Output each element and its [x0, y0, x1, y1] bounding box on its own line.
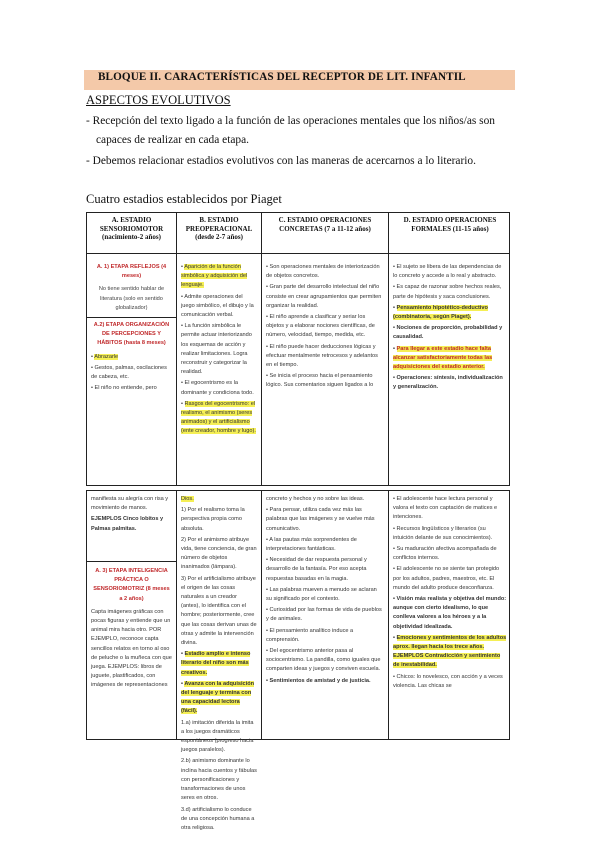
stage-a1-title: A. 1) ETAPA REFLEJOS (4 meses): [96, 264, 167, 280]
page-title: BLOQUE II. CARACTERÍSTICAS DEL RECEPTOR DE LIT. INFANTIL: [98, 71, 466, 83]
colb-bullet-5: Rasgos del egocentrismo: el realismo, el animismo (seres animados) y el artificialismo (ente creador, hombre y lugo).: [181, 400, 256, 435]
cold-p2-bullet-1: El adolescente hace lectura personal y valora el texto con captación de matices e intenciones.: [393, 496, 498, 521]
cold-p2-bullet-3: Su maduración afectiva acompañada de conflictos internos.: [393, 546, 497, 562]
cold-bullet-5: Para llegar a este estadio hace falta alcanzar satisfactoriamente todas las adquisiciones del estadio anterior.: [393, 345, 493, 371]
colb-line-6: 3.d) artificialismo lo conduce de una concepción humana a otra religiosa.: [181, 806, 255, 831]
colb-p2-bullet-2: Avanza con la adquisición del lenguaje y termina con una capacidad lectora (fácil).: [181, 680, 255, 715]
stage-a2-examples: EJEMPLOS Cinco lobitos y Palmas palmitas.: [91, 516, 164, 532]
cold-bullet-2: Es capaz de razonar sobre hechos reales, parte de hipótesis y saca conclusiones.: [393, 284, 502, 300]
colb-line-1: 1) Por el realismo toma la perspectiva propia como absoluta.: [181, 507, 245, 532]
column-b-cont: [177, 491, 261, 831]
point-1-cont: capaces de realizar en cada etapa.: [96, 134, 250, 146]
cold-p2-bullet-2: Recursos lingüísticos y literarios (su intuición delante de sus conocimientos).: [393, 525, 493, 541]
colb-bullet-4: El egocentrismo es la dominante y condiciona todo.: [181, 380, 254, 396]
stages-table-part-2: [86, 490, 510, 831]
colc-p2-bullet-5: Curiosidad por las formas de vida de pueblos y de animales.: [266, 607, 382, 623]
stage-a2-bullet-3: El niño no entiende, pero: [94, 385, 157, 392]
cold-bullet-3: Pensamiento hipotético-deductivo (combinatoria, según Piaget).: [393, 304, 488, 321]
colc-p2-bullet-7: Del egocentrismo anterior pasa al sociocentrismo. La pandilla, como iguales que comparten ideas y juegos y conviven escuela.: [266, 648, 381, 673]
colc-bullet-4: El niño puede hacer deducciones lógicas y efectuar mentalmente retrocesos y adelantos en el tiempo.: [266, 343, 378, 369]
colc-bullet-5: Se inicia el proceso hacia el pensamiento lógico. Sus comentarios siguen ligados a lo: [266, 373, 374, 389]
stage-a3-title: A. 3) ETAPA INTELIGENCIA PRÁCTICA O SENSORIOMOTRIZ (8 meses a 2 años): [93, 568, 170, 602]
stage-a2-bullet-1: Abrazarle: [94, 353, 119, 360]
column-c: [262, 213, 388, 485]
colb-line-4: 1.a) imitación diferida la imita a los juegos dramáticos espontáneos (progreso hacia juegos paralelos).: [181, 719, 254, 754]
colb-bullet-2: Admite operaciones del juego simbólico, el dibujo y la comunicación verbal.: [181, 293, 254, 319]
colc-p2-bullet-8: Sentimientos de amistad y de justicia.: [269, 677, 371, 684]
colb-line-2: 2) Por el animismo atribuye vida, tiene conciencia, de gran número de objetos inanimados (lámpara).: [181, 536, 257, 571]
colc-bullet-1: Son operaciones mentales de interiorización de objetos concretos.: [266, 264, 380, 280]
colb-line-5: 2.b) animismo dominante lo inclina hacia cuentos y fábulas con personificaciones y transformaciones de unos seres en otros.: [181, 758, 257, 802]
intro-text: Cuatro estadios establecidos por Piaget: [86, 192, 282, 206]
stage-a1-text: No tiene sentido hablar de literatura (solo en sentido globalizador): [98, 286, 165, 311]
cold-p2-bullet-6: Emociones y sentimientos de los adultos aprox. llegan hacia los trece años. EJEMPLOS Contradicción y sentimiento de inestabilidad.: [393, 634, 507, 669]
colc-p2-bullet-3: Necesidad de dar respuesta personal y desarrollo de la fantasía. Por eso acepta respuestas basadas en la magia.: [266, 557, 367, 582]
cold-bullet-6: Operaciones: síntesis, individualización y generalización.: [393, 375, 503, 391]
colc-p2-bullet-1: Para pensar, utiliza cada vez más las palabras que las imágenes y se vuelve más comunicativo.: [266, 507, 375, 532]
colc-line-1: concreto y hechos y no sobre las ideas.: [266, 496, 365, 502]
point-2: - Debemos relacionar estadios evolutivos con las maneras de acercarnos a lo literario.: [86, 155, 476, 167]
column-b: [177, 213, 261, 485]
column-c-head: C. ESTADIO OPERACIONES CONCRETAS (7 a 11-12 años): [278, 216, 372, 233]
stage-a2-text-cont: manifiesta su alegría con risa y movimiento de manos.: [91, 496, 169, 512]
colc-bullet-2: Gran parte del desarrollo intelectual del niño consiste en crear agrupamientos que permiten organizar la realidad.: [266, 284, 382, 309]
colb-dios: Dios.: [181, 496, 194, 502]
stage-a2-bullet-2: Gestos, palmas, oscilaciones de cabeza, etc.: [91, 364, 167, 381]
colc-p2-bullet-4: Las palabras mueven a menudo se aclaran su significado por el contexto.: [266, 586, 377, 603]
colb-bullet-1: Aparición de la función simbólica y adquisición del lenguaje.: [181, 264, 248, 289]
colc-bullet-3: El niño aprende a clasificar y seriar los objetos y a elaborar nociones científicas, de número, velocidad, tiempo, medida, etc.: [266, 314, 375, 339]
column-d-head: D. ESTADIO OPERACIONES FORMALES (11-15 años): [403, 216, 497, 233]
column-a: [87, 213, 176, 485]
colc-p2-bullet-2: A las pautas más sorprendentes de interpretaciones fantásticas.: [266, 536, 357, 553]
stage-a3-text: Capta imágenes gráficas con pocas figuras y entiende que un animal mira hacia otro. POR EJEMPLO, reconoce capta sencillos relatos en torno al oso de peluche o la muñeca con que juega. EJEMPLOS: libros de juguete, plastificados, con imágenes de representaciones: [91, 608, 172, 689]
cold-bullet-4: Nociones de proporción, probabilidad y causalidad.: [393, 325, 503, 341]
stages-table-part-1: [86, 212, 510, 486]
colb-line-3: 3) Por el artificialismo atribuye el origen de las cosas naturales a un creador (antes), lo identifica con el hombre; posteriormente, cree que las cosas derivan unas de otras y admite la intervención divina.: [181, 575, 257, 647]
colb-p2-bullet-1: Estadio amplio e intenso literario del niño son más creativos.: [181, 651, 251, 676]
subheading: ASPECTOS EVOLUTIVOS: [86, 93, 231, 107]
cold-bullet-1: El sujeto se libera de las dependencias de lo concreto y accede a lo real y abstracto.: [393, 264, 502, 280]
point-1: - Recepción del texto ligado a la función de las operaciones mentales que los niños/as son: [86, 115, 495, 127]
column-a-head: A. ESTADIO SENSORIOMOTOR (nacimiento-2 años): [99, 216, 164, 241]
column-a-cont: [87, 491, 176, 739]
column-d-cont: [389, 491, 511, 739]
cold-p2-bullet-5: Visión más realista y objetiva del mundo: aunque con cierto idealismo, lo que conlleva valores a los héroes y a la objetividad idealizada.: [393, 596, 507, 630]
cold-p2-bullet-7: Chicos: lo novelesco, con acción y a veces violencia. Las chicas se: [393, 673, 503, 689]
column-d: [389, 213, 511, 485]
column-b-head: B. ESTADIO PREOPERACIONAL (desde 2-7 años): [185, 216, 253, 241]
colc-p2-bullet-6: El pensamiento analítico induce a comprensión.: [266, 627, 354, 643]
column-c-cont: [262, 491, 388, 739]
colb-bullet-3: La función simbólica le permite actuar interiorizando los esquemas de acción y realizar limitaciones. Logra reconstruir y categorizar la realidad.: [181, 323, 252, 376]
stage-a2-title: A.2) ETAPA ORGANIZACIÓN DE PERCEPCIONES Y HÁBITOS (hasta 8 meses): [93, 322, 170, 347]
cold-p2-bullet-4: El adolescente no se siente tan protegido por los adultos, padres, maestros, etc. El mundo del adulto produce desconfianza.: [393, 566, 500, 591]
